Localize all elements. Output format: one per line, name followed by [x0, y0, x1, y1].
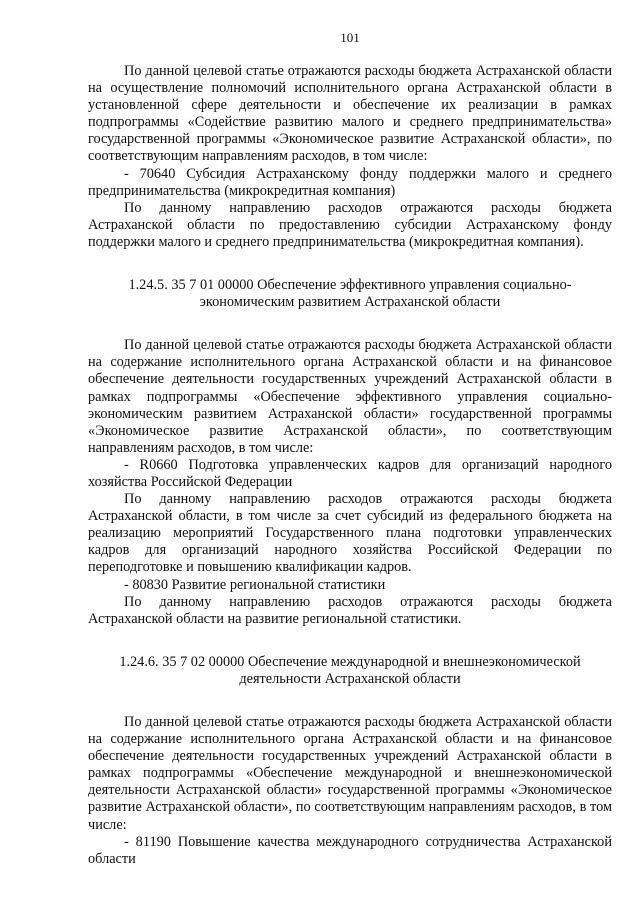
expense-item-description: По данному направлению расходов отражаются расходы бюджета Астраханской области по предоставлению субсидии Астраханскому фонду поддержки малого и среднего предпринимательства (микрокредитная компания).	[88, 199, 612, 250]
expense-item: - R0660 Подготовка управленческих кадров для организаций народного хозяйства Российской Федерации	[88, 456, 612, 490]
heading-line: деятельности Астраханской области	[239, 670, 461, 687]
paragraph: По данной целевой статье отражаются расходы бюджета Астраханской области на содержание исполнительного органа Астраханской области и на финансовое обеспечение деятельности государственных учреждений Астраханской области в рамках подпрограммы «Обеспечение международной и внешнеэкономической деятельности Астраханской области» государственной программы «Экономическое развитие Астраханской области», по соответствующим направлениям расходов, в том числе:	[88, 714, 612, 833]
section-heading-1-24-5	[88, 277, 612, 311]
paragraph: По данной целевой статье отражаются расходы бюджета Астраханской области на содержание исполнительного органа Астраханской области и на финансовое обеспечение деятельности государственных учреждений Астраханской области в рамках подпрограммы «Обеспечение эффективного управления социально-экономическим развитием Астраханской области» государственной программы «Экономическое развитие Астраханской области», по соответствующим направлениям расходов, в том числе:	[88, 337, 612, 456]
section-heading-1-24-6	[88, 654, 612, 688]
heading-line: экономическим развитием Астраханской области	[199, 294, 501, 311]
expense-item: - 80830 Развитие региональной статистики	[124, 576, 386, 593]
expense-item-description: По данному направлению расходов отражаются расходы бюджета Астраханской области на развитие региональной статистики.	[88, 593, 612, 627]
document-page	[88, 30, 612, 868]
expense-item: - 81190 Повышение качества международного сотрудничества Астраханской области	[88, 833, 612, 867]
heading-line: 1.24.5. 35 7 01 00000 Обеспечение эффективного управления социально-	[128, 277, 572, 294]
heading-line: 1.24.6. 35 7 02 00000 Обеспечение международной и внешнеэкономической	[119, 653, 581, 670]
paragraph: По данной целевой статье отражаются расходы бюджета Астраханской области на осуществление полномочий исполнительного органа Астраханской области в установленной сфере деятельности и обеспечение их реализации в рамках подпрограммы «Содействие развитию малого и среднего предпринимательства» государственной программы «Экономическое развитие Астраханской области», по соответствующим направлениям расходов, в том числе:	[88, 63, 612, 165]
expense-item-description: По данному направлению расходов отражаются расходы бюджета Астраханской области, в том числе за счет субсидий из федерального бюджета на реализацию мероприятий Государственного плана подготовки управленческих кадров для организаций народного хозяйства Российской Федерации по переподготовке и повышению квалификации кадров.	[88, 491, 612, 576]
expense-item: - 70640 Субсидия Астраханскому фонду поддержки малого и среднего предпринимательства (микрокредитная компания)	[88, 165, 612, 199]
page-number: 101	[340, 30, 360, 45]
